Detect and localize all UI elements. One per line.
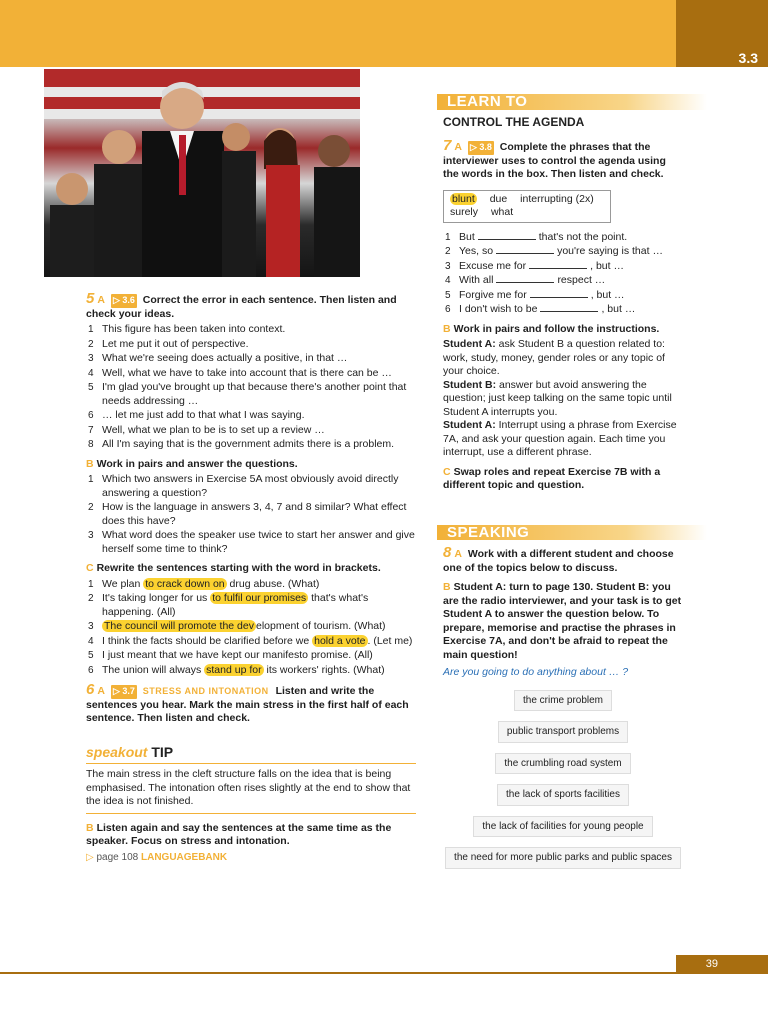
- highlighted-phrase: hold a vote: [314, 634, 366, 647]
- word: interrupting (2x): [520, 192, 594, 205]
- text-part: It's taking longer for us: [102, 592, 211, 604]
- politician-photo: [44, 69, 360, 277]
- footer-rule: [0, 972, 768, 974]
- topic-card[interactable]: public transport problems: [498, 721, 628, 743]
- text-part: I just meant that we have kept our manifesto promise. (All): [102, 649, 373, 661]
- answer-blank[interactable]: [478, 239, 536, 240]
- ex7-number: 7: [443, 137, 452, 154]
- list-item: 1 But that's not the point.: [445, 230, 628, 243]
- list-item: 3 The council will promote the dev elopment of tourism. (What): [88, 620, 386, 632]
- text-part: you're saying is that …: [557, 245, 663, 257]
- ex6-track-number: 3.7: [122, 686, 135, 696]
- ex5b-label: B: [86, 457, 94, 470]
- ex7-list: [443, 231, 683, 317]
- answer-blank[interactable]: [540, 311, 598, 312]
- highlighted-phrase: to crack down on: [145, 577, 225, 590]
- text-part: With all: [459, 274, 494, 286]
- tip-label: TIP: [151, 743, 174, 760]
- ex6-instruction: Listen and write the sentences you hear. Mark the main stress in the first half of each sentence. Then listen and check.: [86, 685, 409, 724]
- ex5-number: 5: [86, 290, 95, 307]
- text-part: The union will always: [102, 663, 205, 676]
- ex5c-heading: [86, 562, 416, 576]
- list-item: 1 This figure has been taken into context.: [88, 323, 286, 335]
- ex8-instruction: Work with a different student and choose one of the topics below to discuss.: [443, 548, 674, 574]
- ex7-heading: [443, 139, 683, 182]
- list-item: 5 Forgive me for , but …: [445, 288, 625, 301]
- list-item: 2 It's taking longer for us to fulfil our promises that's what's happening. (All): [88, 592, 369, 618]
- ex6-audio-track[interactable]: ▷ 3.7: [111, 685, 137, 699]
- ex7-track-number: 3.8: [479, 142, 492, 152]
- list-item: 5 I just meant that we have kept our manifesto promise. (All): [88, 649, 373, 661]
- text-part: I don't wish to be: [459, 303, 538, 315]
- answer-blank[interactable]: [530, 297, 588, 298]
- text-part: respect …: [557, 274, 606, 286]
- speaking-bar: SPEAKING: [437, 525, 707, 541]
- tip-text: The main stress in the cleft structure falls on the idea that is being emphasised. The intonation often rises slightly at the end to show that the idea is not finished.: [86, 764, 416, 814]
- list-item-text: Well, what we have to take into account that is there can be …: [102, 366, 392, 379]
- tip-heading: [86, 743, 416, 760]
- ex5-instruction: Correct the error in each sentence. Then listen and check your ideas.: [86, 294, 397, 320]
- ex6-number: 6: [86, 681, 95, 698]
- text-part: We plan: [102, 577, 144, 590]
- ex5-sub-label: A: [97, 294, 105, 306]
- ex7c-label: C: [443, 465, 451, 478]
- list-item-text: What word does the speaker use twice to start her answer and give herself some time to think?: [102, 529, 415, 555]
- list-item: 2 Yes, so you're saying is that …: [445, 245, 663, 257]
- list-item-text: … let me just add to that what I was saying.: [102, 409, 305, 421]
- text-part: drug abuse. (What): [226, 577, 320, 590]
- unit-number: 3.3: [738, 50, 758, 66]
- list-item: 4 With all respect …: [445, 274, 606, 286]
- text-part: Forgive me for: [459, 288, 527, 301]
- page-ref: page 108: [96, 851, 139, 863]
- list-item: 6 The union will always stand up for its workers' rights. (What): [88, 663, 385, 676]
- ex5-heading: [86, 292, 416, 321]
- ex7-audio-track[interactable]: ▷ 3.8: [468, 141, 494, 155]
- ex8-number: 8: [443, 544, 452, 561]
- word: surely: [450, 206, 479, 218]
- ex8b-heading: [443, 581, 683, 662]
- list-item: 3 What we're seeing does actually a positive, in that …: [88, 352, 348, 364]
- list-item-text: Let me put it out of perspective.: [102, 337, 249, 350]
- text-part: . (Let me): [367, 634, 413, 647]
- ex8b-label: B: [443, 581, 451, 593]
- student-b-label: Student B:: [443, 378, 497, 391]
- ex8-sub-label: A: [454, 548, 462, 560]
- speakout-logo: speakout: [86, 743, 148, 760]
- ex6-heading: [86, 683, 416, 726]
- ex6b-label: B: [86, 821, 94, 834]
- text-part: Excuse me for: [459, 259, 527, 272]
- list-item: 1 Which two answers in Exercise 5A most obviously avoid directly answering a question?: [88, 473, 399, 499]
- ex7b-label: B: [443, 322, 451, 335]
- ex5b-heading: [86, 458, 416, 472]
- list-item-text: Which two answers in Exercise 5A most obviously avoid directly answering a question?: [102, 473, 399, 499]
- text-part: But: [459, 230, 475, 243]
- ex5-track-number: 3.6: [122, 295, 135, 305]
- header-band: [0, 0, 676, 67]
- student-a-text: ask Student B a question related to: work, study, money, gender roles or any topic of your choice.: [443, 338, 665, 377]
- ex6-tag: STRESS AND INTONATION: [142, 686, 269, 696]
- text-part: , but …: [590, 259, 624, 272]
- ex8b-instruction: Student A: turn to page 130. Student B: you are the radio interviewer, and your task is to get Student A to answer the question below. To prepare, memorise and practise the phrases in Exercise 7A, and don't be afraid to repeat the main question!: [443, 581, 682, 661]
- list-item: 3 Excuse me for , but …: [445, 259, 624, 272]
- word: due: [489, 192, 508, 205]
- list-item-text: I'm glad you've brought up that because there's another point that needs addressing …: [102, 381, 407, 407]
- student-a-label: Student A:: [443, 338, 496, 350]
- student-a-instruction: [443, 338, 683, 379]
- highlighted-phrase: stand up for: [206, 663, 262, 676]
- ex6b-instruction: Listen again and say the sentences at the same time as the speaker. Focus on stress and intonation.: [86, 821, 392, 847]
- topic-card[interactable]: the crumbling road system: [495, 753, 630, 775]
- highlighted-phrase: to fulfil our promises: [212, 592, 307, 604]
- text-part: elopment of tourism. (What): [256, 620, 386, 632]
- student-a2-label: Student A:: [443, 419, 496, 431]
- unit-box: [676, 0, 768, 67]
- right-column: [443, 94, 683, 879]
- ex7b-instruction: Work in pairs and follow the instructions.: [453, 322, 660, 335]
- word: blunt: [452, 192, 475, 205]
- word-box: [443, 190, 611, 223]
- answer-blank[interactable]: [529, 268, 587, 269]
- list-item: 5 I'm glad you've brought up that because there's another point that needs addressing …: [88, 381, 407, 407]
- learn-subtitle: CONTROL THE AGENDA: [443, 114, 585, 129]
- list-item: 3 What word does the speaker use twice to start her answer and give herself some time to think?: [88, 529, 415, 555]
- list-item: 8 All I'm saying that is the government admits there is a problem.: [88, 438, 395, 450]
- ex7b-heading: [443, 323, 683, 337]
- ex5b-instruction: Work in pairs and answer the questions.: [96, 457, 298, 470]
- ex5b-list: [86, 473, 416, 556]
- list-item: 4 Well, what we have to take into account that is there can be …: [88, 366, 392, 379]
- answer-blank[interactable]: [496, 253, 554, 254]
- topic-card[interactable]: the lack of sports facilities: [497, 784, 629, 806]
- highlighted-phrase: The council will promote the dev: [104, 620, 254, 632]
- text-part: that's not the point.: [538, 230, 628, 243]
- learn-to-bar: LEARN TO: [437, 94, 707, 110]
- text-part: I think the facts should be clarified before we: [102, 634, 313, 647]
- list-item: 6 I don't wish to be , but …: [445, 303, 636, 315]
- ex6-sub-label: A: [97, 685, 105, 697]
- ex7c-heading: [443, 466, 683, 493]
- language-bank-label: LANGUAGEBANK: [140, 851, 228, 863]
- page-number: 39: [676, 955, 768, 973]
- topic-card[interactable]: the crime problem: [514, 690, 612, 712]
- student-b-instruction: [443, 379, 683, 420]
- left-column: [86, 292, 416, 864]
- topic-card[interactable]: the need for more public parks and public spaces: [445, 847, 681, 869]
- interview-question: Are you going to do anything about … ?: [443, 666, 629, 678]
- ex5c-label: C: [86, 562, 94, 574]
- text-part: its workers' rights. (What): [263, 663, 385, 676]
- word: what: [490, 206, 514, 218]
- ex6b-heading: [86, 822, 416, 849]
- ex7-sub-label: A: [454, 141, 462, 153]
- crowd-illustration: [44, 69, 360, 277]
- student-b-text: answer but avoid answering the question; just keep talking on the same topic until Student A interrupts you.: [443, 378, 672, 418]
- list-item: 2 How is the language in answers 3, 4, 7 and 8 similar? What effect does this have?: [88, 501, 407, 527]
- text-part: that's what's happening. (All): [102, 592, 369, 618]
- list-item-text: This figure has been taken into context.: [102, 323, 286, 335]
- list-item: 7 Well, what we plan to be is to set up a review …: [88, 423, 325, 436]
- language-bank-link[interactable]: [86, 851, 416, 865]
- ex5c-instruction: Rewrite the sentences starting with the word in brackets.: [96, 562, 381, 574]
- list-item: 6 … let me just add to that what I was saying.: [88, 409, 305, 421]
- ex5-list: [86, 323, 416, 452]
- ex5c-list: [86, 578, 416, 678]
- ex5-audio-track[interactable]: ▷ 3.6: [111, 294, 137, 308]
- text-part: , but …: [590, 288, 625, 301]
- list-item: 1 We plan to crack down on drug abuse. (What): [88, 577, 320, 590]
- ex8-heading: [443, 546, 683, 575]
- list-item-text: What we're seeing does actually a positive, in that …: [102, 352, 348, 364]
- list-item-text: All I'm saying that is the government admits there is a problem.: [102, 438, 395, 450]
- list-item-text: How is the language in answers 3, 4, 7 and 8 similar? What effect does this have?: [102, 501, 407, 527]
- ex7-instruction: Complete the phrases that the interviewer uses to control the agenda using the words in the box. Then listen and check.: [443, 141, 666, 180]
- list-item-text: Well, what we plan to be is to set up a review …: [102, 423, 325, 436]
- topic-card[interactable]: the lack of facilities for young people: [473, 816, 652, 838]
- text-part: , but …: [601, 303, 636, 315]
- list-item: 4 I think the facts should be clarified before we hold a vote . (Let me): [88, 634, 413, 647]
- student-a2-text: Interrupt using a phrase from Exercise 7A, and ask your question again. Each time you interrupt, use a different phrase.: [443, 419, 677, 458]
- student-a2-instruction: [443, 419, 683, 460]
- ex7c-instruction: Swap roles and repeat Exercise 7B with a different topic and question.: [443, 465, 661, 491]
- list-item: 2 Let me put it out of perspective.: [88, 337, 249, 350]
- play-arrow-icon: ▷: [86, 851, 94, 863]
- text-part: Yes, so: [459, 245, 494, 257]
- answer-blank[interactable]: [496, 282, 554, 283]
